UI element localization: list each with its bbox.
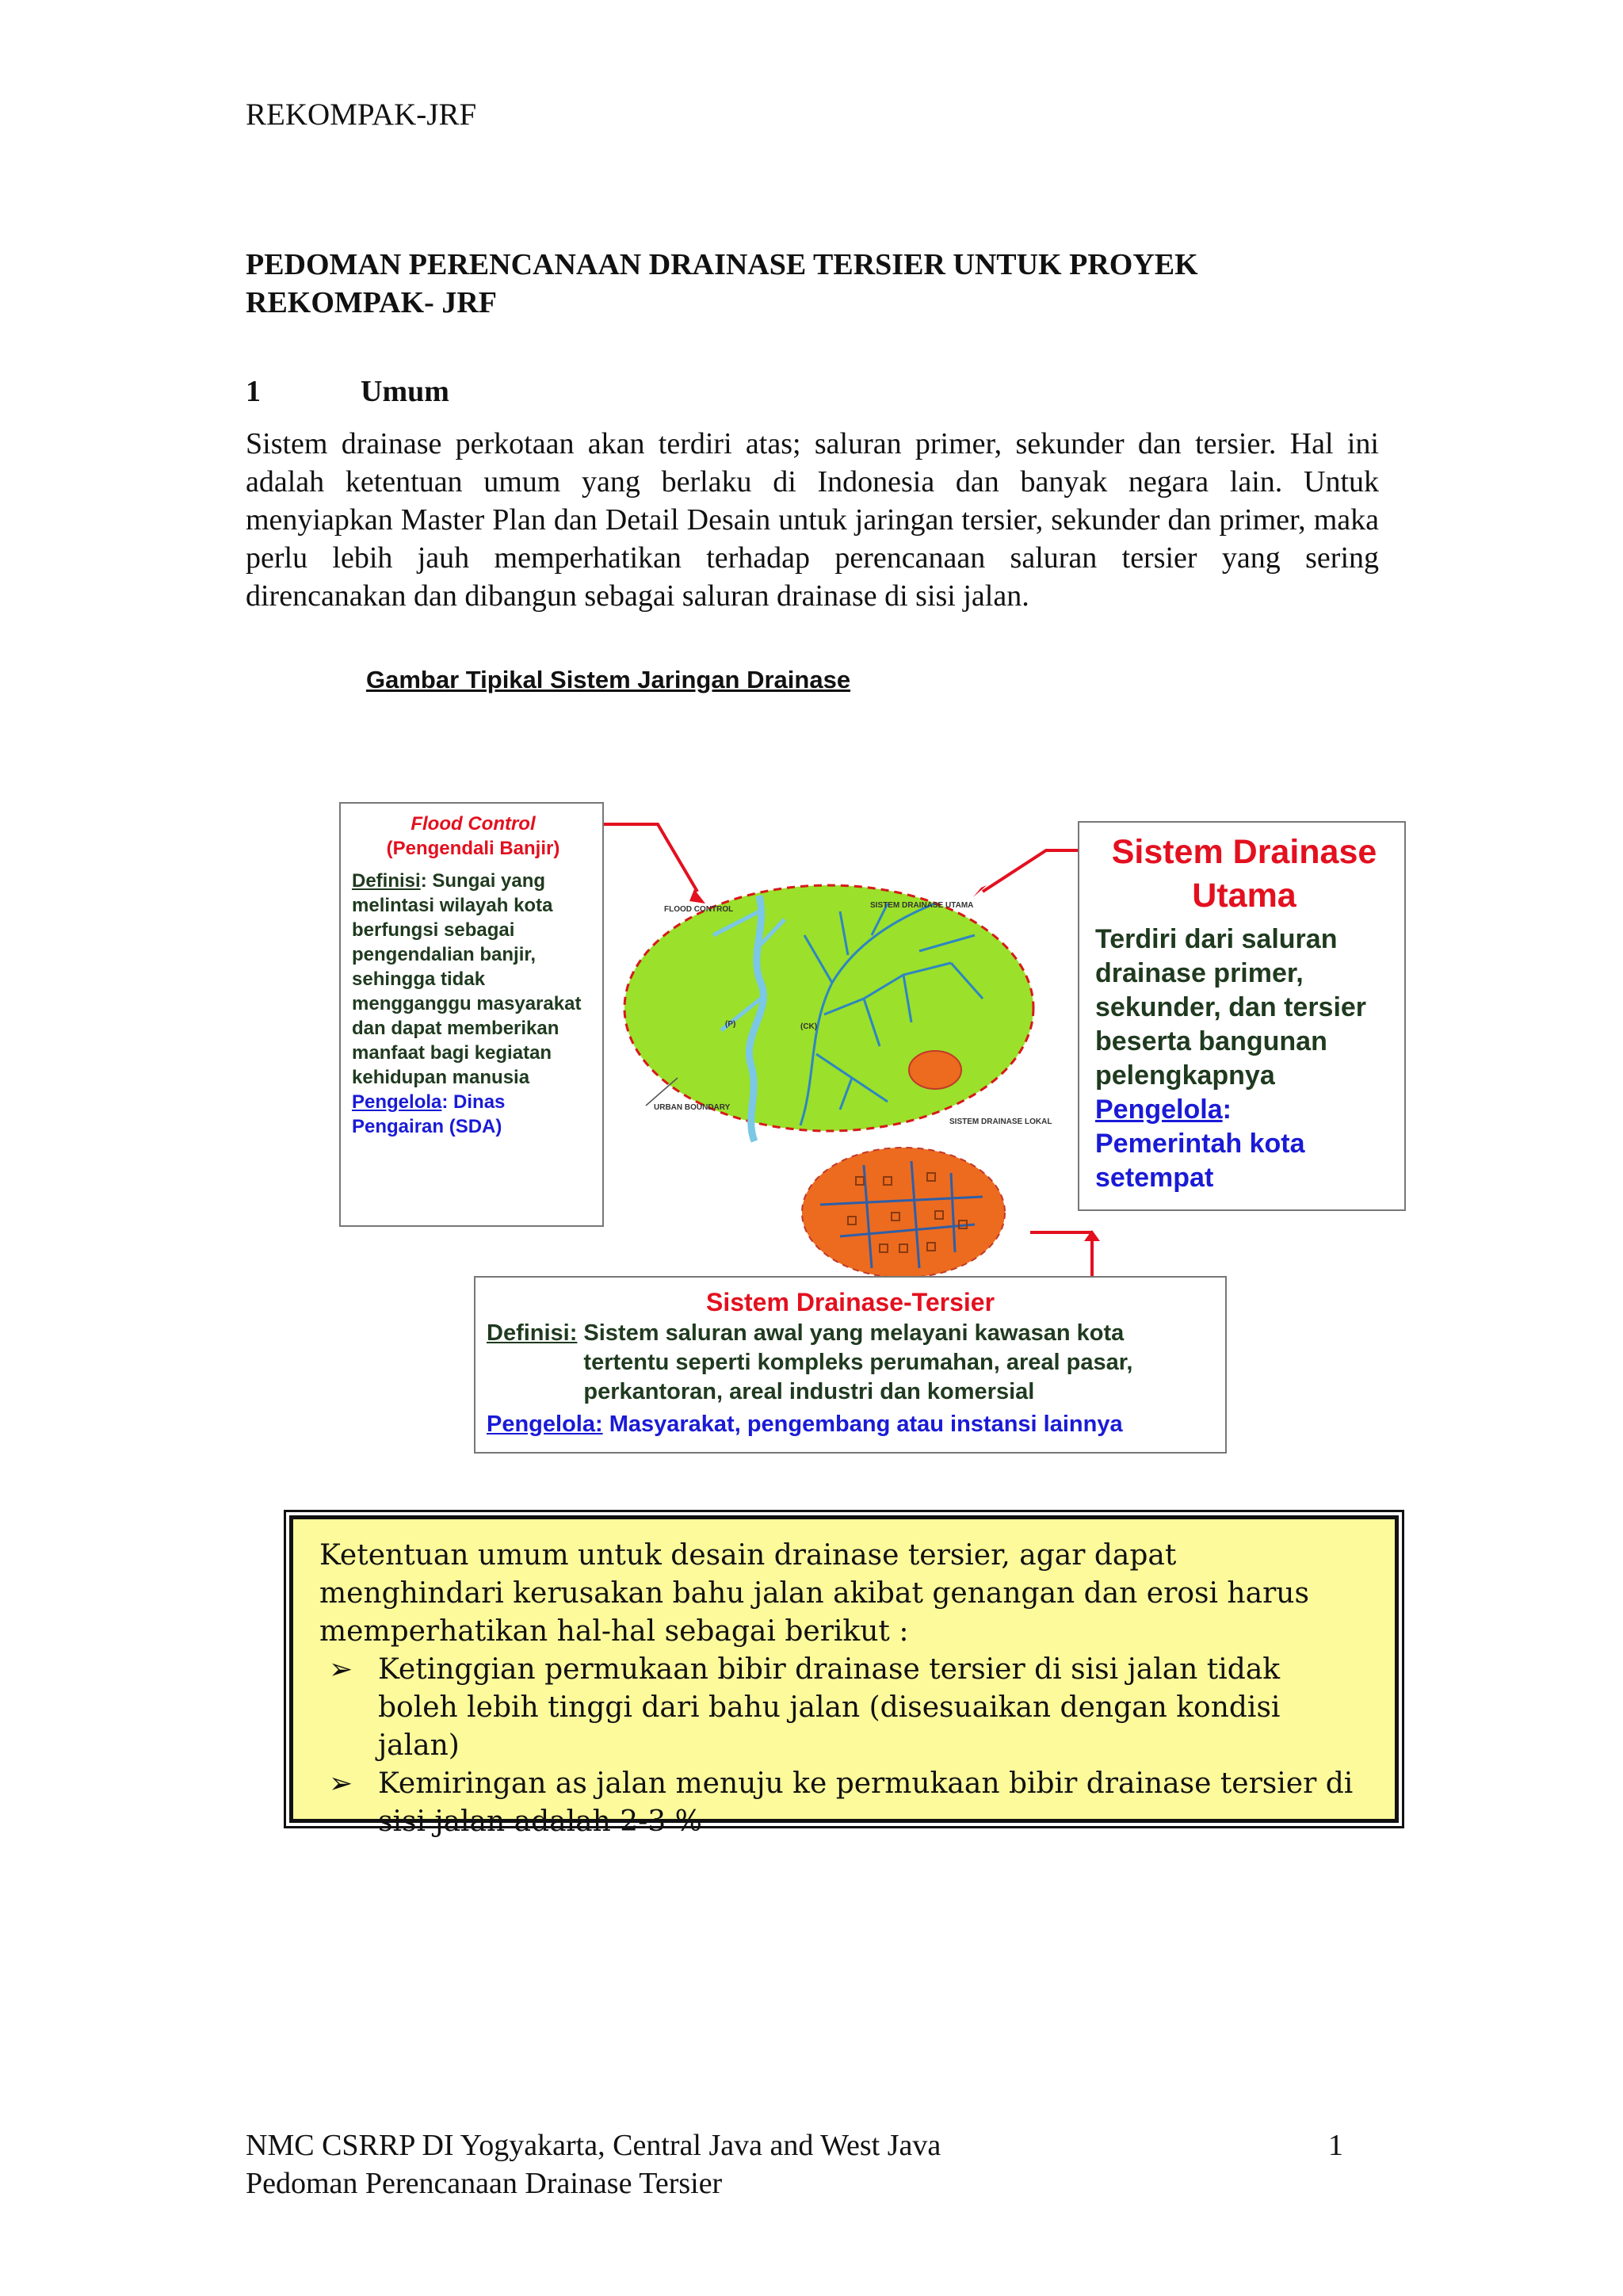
local-area-marker — [909, 1051, 961, 1089]
footer-line-1: NMC CSRRP DI Yogyakarta, Central Java and West Java — [246, 2129, 941, 2162]
utama-box-mgr-label: Pengelola — [1095, 1095, 1223, 1125]
urban-area-ellipse — [624, 885, 1033, 1131]
note-list — [319, 1651, 1364, 1841]
utama-box: Sistem Drainase Utama Terdiri dari saluran drainase primer, sekunder, dan tersier beserta bangunan pelengkapnya Pengelola: Pemerintah kota setempat — [1078, 821, 1406, 1211]
page-number: 1 — [1328, 2129, 1343, 2162]
flood-box-def-label: Definisi — [352, 870, 421, 892]
note-item: ➢ Kemiringan as jalan menuju ke permukaan bibir drainase tersier di sisi jalan adalah 2-3 % — [378, 1765, 1364, 1841]
flood-box-def-text: Sungai yang melintasi wilayah kota berfungsi sebagai pengendalian banjir, sehingga tidak mengganggu masyarakat dan dapat memberikan manfaat bagi kegiatan kehidupan manusia — [352, 870, 582, 1088]
note-item: ➢ Ketinggian permukaan bibir drainase tersier di sisi jalan tidak boleh lebih tinggi dari bahu jalan (disesuaikan dengan kondisi jalan) — [378, 1651, 1364, 1765]
design-note-box — [289, 1515, 1399, 1838]
map-label-utama: SISTEM DRAINASE UTAMA — [870, 901, 974, 910]
utama-box-mgr-text: Pemerintah kota setempat — [1095, 1129, 1305, 1193]
running-header: REKOMPAK-JRF — [246, 97, 477, 132]
map-label-flood-control: FLOOD CONTROL — [664, 905, 734, 914]
map-label-ck: (CK) — [800, 1022, 818, 1031]
tertiary-area-ellipse — [802, 1148, 1005, 1278]
map-label-p: (P) — [725, 1020, 736, 1029]
tersier-box-def-text: Sistem saluran awal yang melayani kawasan kota tertentu seperti kompleks perumahan, areal pasar, perkantoran, areal industri dan komersial — [583, 1320, 1133, 1404]
section-heading: Umum — [361, 375, 449, 408]
map-label-lokal: SISTEM DRAINASE LOKAL — [949, 1117, 1052, 1126]
map-label-urban-boundary: URBAN BOUNDARY — [654, 1103, 731, 1112]
flood-box-mgr-label: Pengelola — [352, 1091, 442, 1113]
arrow-bullet-icon: ➢ — [329, 1653, 353, 1686]
tersier-box-mgr-text: Masyarakat, pengembang atau instansi lainnya — [609, 1412, 1123, 1437]
arrow-bullet-icon: ➢ — [329, 1767, 353, 1800]
tersier-box — [474, 1276, 1227, 1454]
footer-line-2: Pedoman Perencanaan Drainase Tersier — [246, 2167, 723, 2200]
figure-title: Gambar Tipikal Sistem Jaringan Drainase — [366, 666, 851, 693]
flood-box-subtitle: (Pengendali Banjir) — [386, 838, 560, 859]
tersier-box-title: Sistem Drainase-Tersier — [705, 1288, 995, 1316]
flood-box-mgr-text: Dinas Pengairan (SDA) — [352, 1091, 506, 1137]
flood-control-box: Flood Control (Pengendali Banjir) Definisi: Sungai yang melintasi wilayah kota berfungsi sebagai pengendalian banjir, sehingga tidak mengganggu masyarakat dan dapat memberikan manfaat bagi kegiatan kehidupan manusia Pengelola: Dinas Pengairan (SDA) — [339, 802, 604, 1227]
flood-box-title: Flood Control — [411, 813, 536, 835]
section-paragraph: Sistem drainase perkotaan akan terdiri atas; saluran primer, sekunder dan tersier. Hal ini adalah ketentuan umum yang berlaku di Indonesia dan banyak negara lain. Untuk menyiapkan Master Plan dan Detail Desain untuk jaringan tersier, sekunder dan primer, maka perlu lebih jauh memperhatikan terhadap perencanaan saluran tersier yang sering direncanakan dan dibangun sebagai saluran drainase di sisi jalan. — [246, 427, 1379, 613]
utama-box-title: Sistem Drainase Utama — [1111, 833, 1377, 915]
tersier-box-mgr-label: Pengelola: — [487, 1412, 603, 1437]
section-number: 1 — [246, 375, 261, 408]
note-intro: Ketentuan umum untuk desain drainase tersier, agar dapat menghindari kerusakan bahu jalan akibat genangan dan erosi harus memperhatikan hal-hal sebagai berikut : — [319, 1539, 1309, 1648]
tersier-box-def-label: Definisi: — [487, 1320, 578, 1346]
document-title: PEDOMAN PERENCANAAN DRAINASE TERSIER UNTUK PROYEK REKOMPAK- JRF — [246, 248, 1198, 319]
utama-box-body: Terdiri dari saluran drainase primer, sekunder, dan tersier beserta bangunan pelengkapnya — [1095, 924, 1367, 1091]
